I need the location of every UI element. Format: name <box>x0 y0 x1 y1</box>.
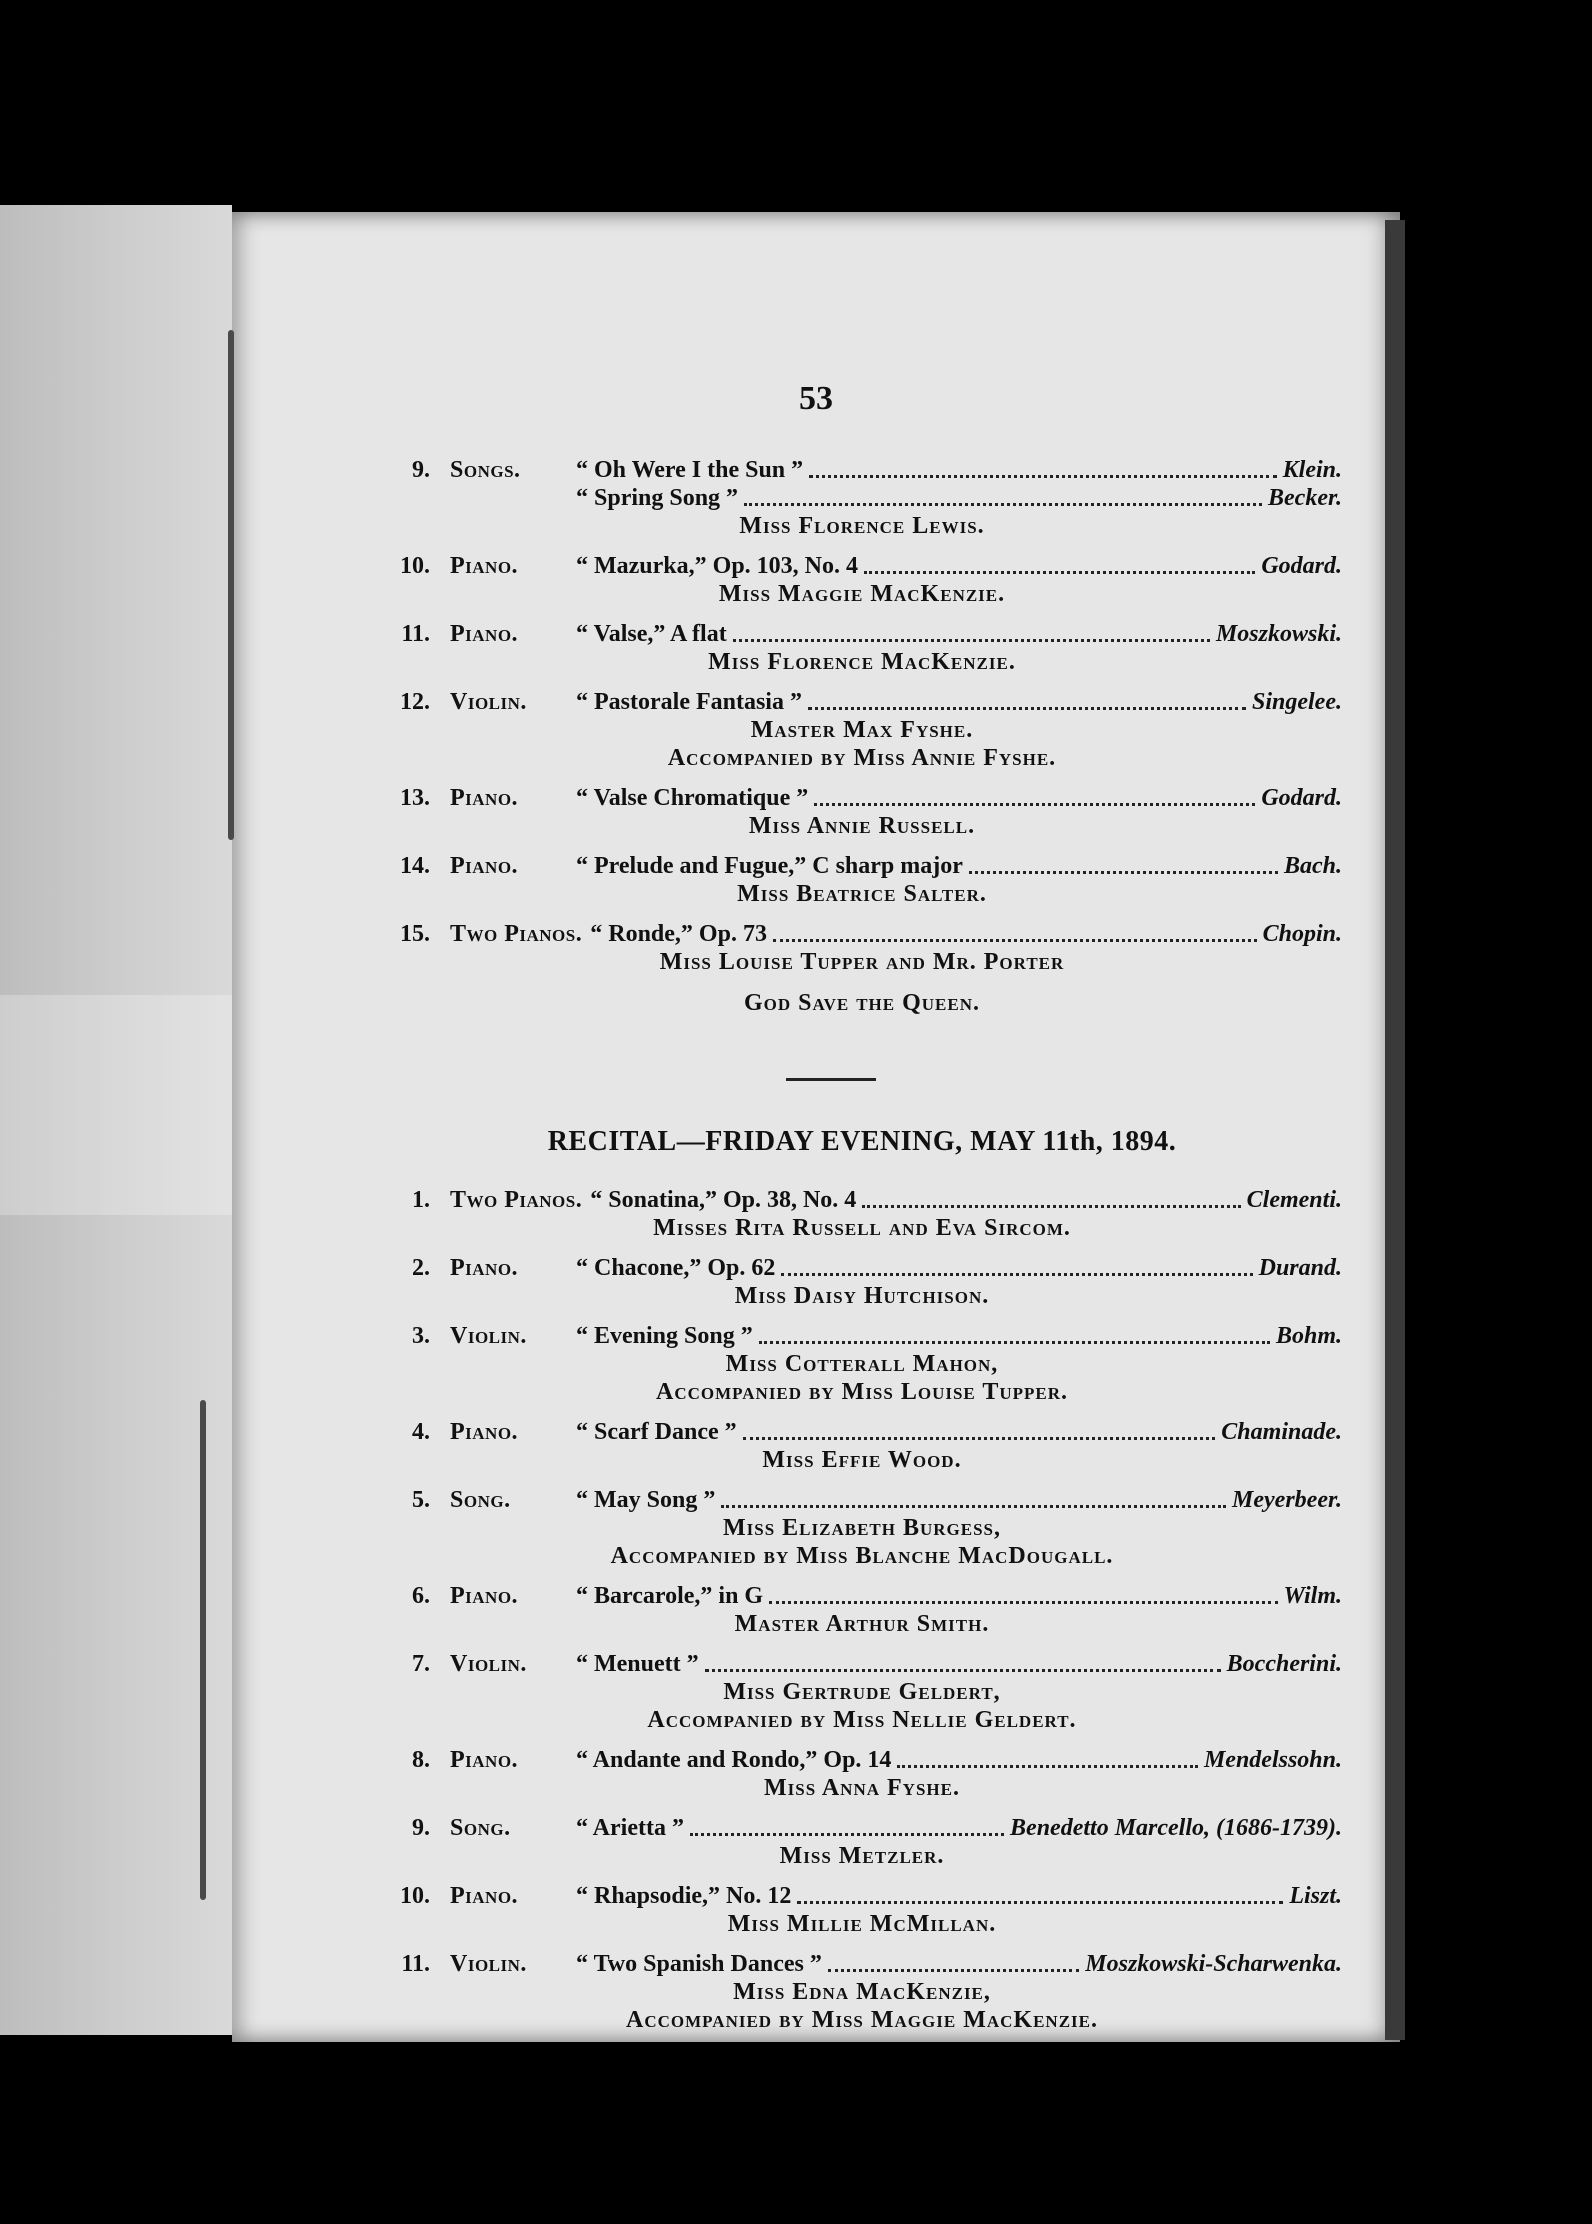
document-page <box>232 212 1400 2042</box>
performer-line: Miss Gertrude Geldert, <box>723 1679 1001 1705</box>
composer-name: Clementi. <box>1246 1187 1342 1213</box>
dot-leader <box>705 1668 1221 1672</box>
piece-row <box>382 1418 1342 1446</box>
item-number: 5. <box>412 1487 430 1513</box>
composer-name: Becker. <box>1268 485 1342 511</box>
dot-leader <box>690 1832 1004 1836</box>
item-number: 2. <box>412 1255 430 1281</box>
instrument-label: Piano. <box>450 785 519 811</box>
program-entry <box>382 784 1342 840</box>
program-entry <box>382 1582 1342 1638</box>
composer-name: Klein. <box>1282 457 1342 483</box>
dot-leader <box>828 1968 1079 1972</box>
performer-line: Miss Louise Tupper and Mr. Porter <box>659 949 1065 975</box>
page-number: 53 <box>799 380 833 417</box>
item-number: 15. <box>400 921 430 947</box>
composer-name: Moszkowski. <box>1215 621 1342 647</box>
item-number: 3. <box>412 1323 430 1349</box>
instrument-label: Piano. <box>450 853 519 879</box>
performer-line: Miss Annie Russell. <box>748 813 976 839</box>
instrument-label: Song. <box>450 1815 511 1841</box>
piece-title: “ Oh Were I the Sun ” <box>576 457 804 483</box>
item-number: 6. <box>412 1583 430 1609</box>
piece-row <box>382 620 1342 648</box>
piece-title: “ Barcarole,” in G <box>576 1583 764 1609</box>
program-entry <box>382 1746 1342 1802</box>
instrument-label: Violin. <box>450 1323 527 1349</box>
dot-leader <box>743 1436 1216 1440</box>
piece-row <box>382 688 1342 716</box>
performer-line: Miss Millie McMillan. <box>727 1911 997 1937</box>
performer-line: Miss Metzler. <box>779 1843 945 1869</box>
performer-line: Miss Elizabeth Burgess, <box>722 1515 1002 1541</box>
item-number: 4. <box>412 1419 430 1445</box>
piece-title: “ Ronde,” Op. 73 <box>590 921 767 947</box>
item-number: 9. <box>412 1815 430 1841</box>
dot-leader <box>769 1600 1277 1604</box>
item-number: 11. <box>401 621 430 647</box>
program-entry <box>382 1418 1342 1474</box>
dot-leader <box>759 1340 1270 1344</box>
performer-line: Accompanied by Miss Maggie MacKenzie. <box>626 2007 1098 2033</box>
piece-row <box>382 1322 1342 1350</box>
composer-name: Mendelssohn. <box>1203 1747 1342 1773</box>
instrument-label: Piano. <box>450 1419 519 1445</box>
performer-line: Miss Beatrice Salter. <box>737 881 987 907</box>
piece-title: “ Rhapsodie,” No. 12 <box>576 1883 792 1909</box>
piece-title: “ Spring Song ” <box>576 485 739 511</box>
item-number: 14. <box>400 853 430 879</box>
program-entry <box>382 1486 1342 1570</box>
program-entry <box>382 688 1342 772</box>
program-entry <box>382 852 1342 908</box>
piece-row <box>382 920 1342 948</box>
recital-heading: RECITAL—FRIDAY EVENING, MAY 11th, 1894. <box>547 1126 1177 1157</box>
instrument-label: Song. <box>450 1487 511 1513</box>
composer-name: Durand. <box>1258 1255 1342 1281</box>
piece-title: “ Evening Song ” <box>576 1323 753 1349</box>
left-page-edge <box>0 205 232 2035</box>
performer-line: Miss Daisy Hutchison. <box>734 1283 990 1309</box>
composer-name: Bach. <box>1283 853 1342 879</box>
piece-title: “ Mazurka,” Op. 103, No. 4 <box>576 553 858 579</box>
item-number: 11. <box>401 1951 430 1977</box>
performer-line: Miss Maggie MacKenzie. <box>718 581 1006 607</box>
instrument-label: Songs. <box>450 457 521 483</box>
performer-line: Master Max Fyshe. <box>750 717 974 743</box>
piece-title: “ Valse,” A flat <box>576 621 727 647</box>
piece-row <box>382 1254 1342 1282</box>
composer-name: Wilm. <box>1283 1583 1342 1609</box>
instrument-label: Piano. <box>450 1747 519 1773</box>
instrument-label: Violin. <box>450 1951 527 1977</box>
item-number: 7. <box>412 1651 430 1677</box>
instrument-label: Violin. <box>450 689 527 715</box>
dot-leader <box>797 1900 1283 1904</box>
dot-leader <box>733 638 1210 642</box>
performer-line: Miss Cotterall Mahon, <box>725 1351 999 1377</box>
composer-name: Bohm. <box>1275 1323 1342 1349</box>
dot-leader <box>864 570 1255 574</box>
piece-title: “ Valse Chromatique ” <box>576 785 809 811</box>
piece-row <box>382 484 1342 512</box>
piece-title: “ May Song ” <box>576 1487 716 1513</box>
piece-row <box>382 456 1342 484</box>
performer-line: Misses Rita Russell and Eva Sircom. <box>653 1215 1071 1241</box>
performer-line: Miss Edna MacKenzie, <box>733 1979 991 2005</box>
instrument-label: Piano. <box>450 553 519 579</box>
instrument-label: Two Pianos. <box>450 1187 583 1213</box>
item-number: 10. <box>400 553 430 579</box>
instrument-label: Piano. <box>450 1583 519 1609</box>
program-entry <box>382 620 1342 676</box>
program-entry <box>382 1186 1342 1242</box>
left-page-fold-shadow <box>0 995 232 1215</box>
item-number: 10. <box>400 1883 430 1909</box>
performer-line: Miss Effie Wood. <box>762 1447 962 1473</box>
item-number: 8. <box>412 1747 430 1773</box>
instrument-label: Piano. <box>450 621 519 647</box>
dot-leader <box>809 474 1277 478</box>
composer-name: Moszkowski-Scharwenka. <box>1085 1951 1342 1977</box>
piece-row <box>382 1186 1342 1214</box>
piece-row <box>382 1486 1342 1514</box>
piece-title: “ Arietta ” <box>576 1815 684 1841</box>
dot-leader <box>781 1272 1252 1276</box>
program-entry <box>382 1254 1342 1310</box>
program-entry <box>382 456 1342 540</box>
composer-name: Godard. <box>1261 785 1342 811</box>
piece-row <box>382 1746 1342 1774</box>
program-entry <box>382 920 1342 976</box>
dot-leader <box>808 706 1246 710</box>
section-divider <box>786 1078 876 1081</box>
item-number: 1. <box>412 1187 430 1213</box>
performer-line: Miss Anna Fyshe. <box>764 1775 960 1801</box>
piece-title: “ Sonatina,” Op. 38, No. 4 <box>590 1187 857 1213</box>
instrument-label: Piano. <box>450 1255 519 1281</box>
instrument-label: Piano. <box>450 1883 519 1909</box>
composer-name: Benedetto Marcello, (1686-1739). <box>1010 1815 1342 1841</box>
composer-name: Chaminade. <box>1221 1419 1342 1445</box>
piece-title: “ Prelude and Fugue,” C sharp major <box>576 853 963 879</box>
piece-title: “ Andante and Rondo,” Op. 14 <box>576 1747 892 1773</box>
performer-line: Master Arthur Smith. <box>734 1611 990 1637</box>
performer-line: Accompanied by Miss Blanche MacDougall. <box>610 1543 1114 1569</box>
composer-name: Meyerbeer. <box>1232 1487 1342 1513</box>
item-number: 13. <box>400 785 430 811</box>
piece-title: “ Menuett ” <box>576 1651 699 1677</box>
item-number: 9. <box>412 457 430 483</box>
composer-name: Liszt. <box>1289 1883 1342 1909</box>
piece-title: “ Pastorale Fantasia ” <box>576 689 802 715</box>
performer-line: Accompanied by Miss Louise Tupper. <box>655 1379 1068 1405</box>
composer-name: Boccherini. <box>1226 1651 1342 1677</box>
anthem-line: God Save the Queen. <box>743 990 981 1016</box>
piece-row <box>382 784 1342 812</box>
performer-line: Miss Florence Lewis. <box>739 513 985 539</box>
performer-line: Miss Florence MacKenzie. <box>708 649 1016 675</box>
program-entry <box>382 1882 1342 1938</box>
piece-title: “ Scarf Dance ” <box>576 1419 737 1445</box>
dot-leader <box>773 938 1257 942</box>
dot-leader <box>897 1764 1198 1768</box>
performer-line: Accompanied by Miss Annie Fyshe. <box>667 745 1057 771</box>
piece-row <box>382 1814 1342 1842</box>
piece-row <box>382 552 1342 580</box>
program-entry <box>382 1322 1342 1406</box>
instrument-label: Violin. <box>450 1651 527 1677</box>
composer-name: Chopin. <box>1262 921 1342 947</box>
item-number: 12. <box>400 689 430 715</box>
program-entry <box>382 552 1342 608</box>
piece-row <box>382 1950 1342 1978</box>
instrument-label: Two Pianos. <box>450 921 583 947</box>
dot-leader <box>862 1204 1240 1208</box>
piece-row <box>382 1882 1342 1910</box>
dot-leader <box>969 870 1278 874</box>
performer-line: Accompanied by Miss Nellie Geldert. <box>647 1707 1077 1733</box>
program-entry <box>382 1950 1342 2034</box>
program-entry <box>382 1650 1342 1734</box>
piece-title: “ Two Spanish Dances ” <box>576 1951 822 1977</box>
piece-row <box>382 852 1342 880</box>
composer-name: Singelee. <box>1252 689 1342 715</box>
dot-leader <box>744 502 1262 506</box>
dot-leader <box>721 1504 1226 1508</box>
composer-name: Godard. <box>1261 553 1342 579</box>
piece-row <box>382 1582 1342 1610</box>
binding-thread-lower <box>200 1400 206 1900</box>
program-entry <box>382 1814 1342 1870</box>
piece-title: “ Chacone,” Op. 62 <box>576 1255 776 1281</box>
piece-row <box>382 1650 1342 1678</box>
dot-leader <box>814 802 1255 806</box>
